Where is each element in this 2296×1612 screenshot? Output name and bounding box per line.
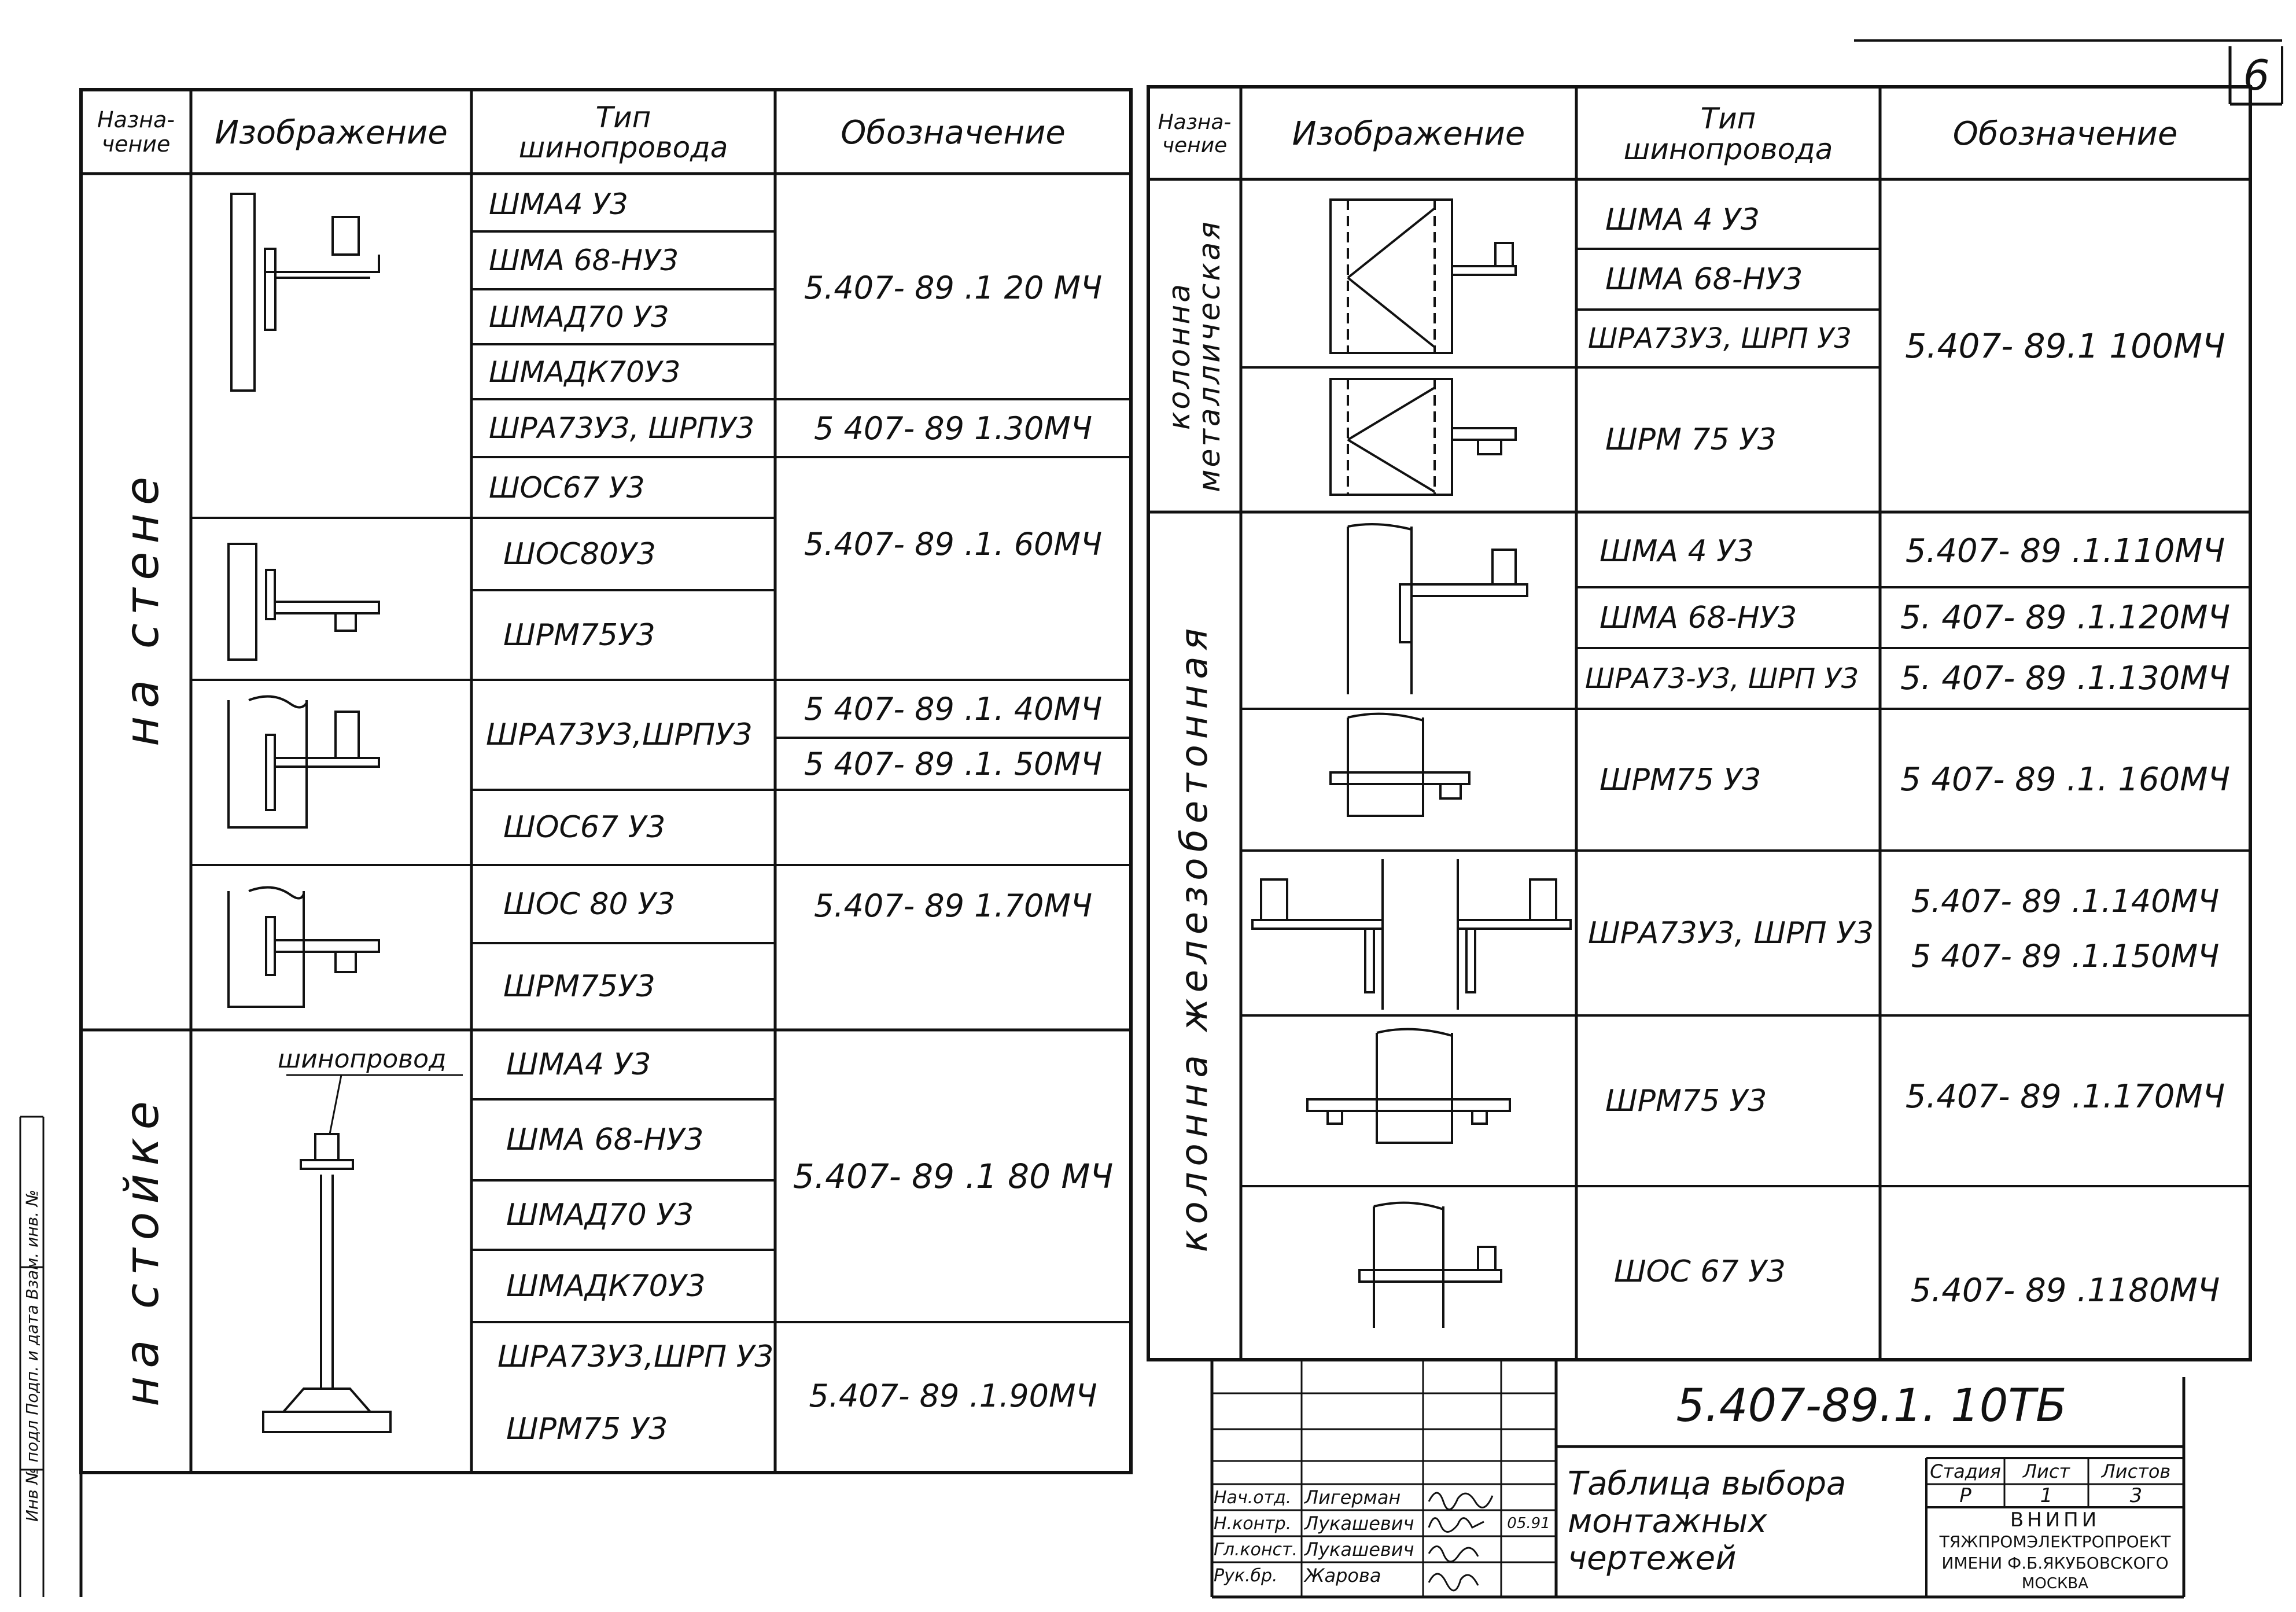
designation-cell: 5.407- 89 .1.110МЧ [1905, 532, 2225, 570]
org-line-3: ИМЕНИ Ф.Б.ЯКУБОВСКОГО [1941, 1553, 2169, 1573]
designation-cell: 5.407- 89 .1.170МЧ [1905, 1077, 2225, 1116]
document-code: 5.407-89.1. 10ТБ [1676, 1380, 2067, 1432]
designation-cell: 5.407- 89.1 100МЧ [1905, 326, 2225, 366]
header-type: Тип шинопровода [1623, 102, 1833, 166]
sheet-value: 1 [2040, 1484, 2053, 1507]
type-cell: ШМА 68-НУ3 [1605, 262, 1803, 297]
designation-cell: 5.407- 89 1.70МЧ [814, 887, 1092, 924]
type-cell: ШМАД70 У3 [489, 300, 669, 334]
signer-role: Н.контр. [1214, 1513, 1292, 1534]
type-cell: ШМА4 У3 [506, 1047, 651, 1082]
designation-cell: 5 407- 89 1.30МЧ [814, 410, 1092, 447]
header-purpose: Назна- чение [97, 107, 175, 157]
type-cell: ШМА 68-НУ3 [506, 1122, 704, 1157]
stage-label: Стадия [1930, 1460, 2001, 1482]
type-cell: ШМА 4 У3 [1600, 533, 1754, 569]
type-cell: ШРМ75 У3 [1600, 762, 1761, 797]
stand-busbar-label: шинопровод [278, 1044, 447, 1074]
designation-cell: 5.407- 89 .1. 60МЧ [804, 525, 1103, 562]
drawing-title: Таблица выбора монтажных чертежей [1568, 1465, 1847, 1578]
sheets-value: 3 [2129, 1484, 2143, 1507]
type-cell: ШРА73У3, ШРП У3 [1588, 915, 1874, 951]
header-type: Тип шинопровода [518, 100, 728, 164]
purpose-on-stand: на стойке [115, 1093, 169, 1407]
purpose-metal-column: колонна металлическая [1162, 219, 1227, 492]
designation-cell: 5.407- 89 .1 20 МЧ [804, 270, 1103, 306]
type-cell: ШРА73-У3, ШРП У3 [1585, 662, 1859, 695]
header-designation: Обозначение [1952, 115, 2178, 153]
type-cell: ШОС67 У3 [489, 470, 645, 505]
signer-role: Гл.конст. [1214, 1539, 1298, 1560]
type-cell: ШМА 68-НУ3 [1600, 600, 1797, 635]
type-cell: ШОС67 У3 [503, 810, 666, 845]
org-line-1: ВНИПИ [2010, 1508, 2100, 1532]
signer-role: Нач.отд. [1214, 1487, 1292, 1508]
designation-cell: 5.407- 89 .1.140МЧ [1911, 883, 2220, 919]
header-image: Изображение [215, 113, 448, 152]
type-cell: ШРА73У3, ШРП У3 [1588, 322, 1852, 355]
designation-cell: 5.407- 89 .1 80 МЧ [793, 1156, 1114, 1196]
type-cell: ШОС 67 У3 [1614, 1254, 1786, 1289]
type-cell: ШМАДК70У3 [489, 355, 681, 389]
type-cell: ШРА73У3,ШРПУ3 [486, 717, 753, 752]
designation-cell: 5 407- 89 .1. 160МЧ [1900, 761, 2230, 798]
signer-role: Рук.бр. [1214, 1565, 1278, 1586]
designation-cell: 5.407- 89 .1.90МЧ [809, 1378, 1097, 1414]
type-cell: ШРМ75 У3 [1605, 1083, 1767, 1118]
designation-cell: 5 407- 89 .1. 50МЧ [804, 745, 1103, 782]
org-line-4: МОСКВА [2021, 1575, 2089, 1592]
sign-date: 05.91 [1507, 1515, 1550, 1532]
signer-name: Лигерман [1304, 1486, 1401, 1508]
signer-name: Лукашевич [1304, 1539, 1414, 1561]
type-cell: ШРМ 75 У3 [1605, 422, 1777, 457]
org-line-2: ТЯЖПРОМЭЛЕКТРОПРОЕКТ [1939, 1532, 2171, 1551]
designation-cell: 5 407- 89 .1.150МЧ [1911, 938, 2220, 974]
type-cell: ШМА 68-НУ3 [489, 244, 679, 277]
stage-value: Р [1959, 1484, 1971, 1507]
designation-cell: 5.407- 89 .1180МЧ [1910, 1271, 2220, 1309]
type-cell: ШМА4 У3 [489, 187, 628, 221]
type-cell: ШМАД70 У3 [506, 1198, 694, 1232]
purpose-concrete-column: колонна железобетонная [1173, 622, 1216, 1253]
designation-cell: 5. 407- 89 .1.130МЧ [1900, 660, 2230, 697]
type-cell: ШОС80У3 [503, 536, 656, 572]
header-image: Изображение [1292, 115, 1525, 153]
type-cell: ШРМ75 У3 [506, 1412, 668, 1447]
sheet-label: Лист [2022, 1460, 2070, 1482]
header-designation: Обозначение [841, 113, 1066, 152]
sheets-label: Листов [2101, 1460, 2171, 1482]
header-purpose: Назна- чение [1158, 110, 1232, 157]
type-cell: ШМА 4 У3 [1605, 203, 1760, 237]
type-cell: ШРА73У3, ШРПУ3 [489, 411, 755, 445]
designation-cell: 5 407- 89 .1. 40МЧ [804, 690, 1103, 727]
signer-name: Жарова [1304, 1565, 1381, 1587]
purpose-on-wall: на стене [115, 468, 169, 747]
type-cell: ШРА73У3,ШРП У3 [497, 1339, 774, 1374]
designation-cell: 5. 407- 89 .1.120МЧ [1900, 599, 2230, 636]
type-cell: ШМАДК70У3 [506, 1268, 706, 1304]
sheet-number: 6 [2243, 51, 2270, 100]
signer-name: Лукашевич [1304, 1512, 1414, 1534]
type-cell: ШОС 80 У3 [503, 886, 675, 922]
margin-stamp: Инв № подл Подп. и дата Взам. инв. № [22, 1190, 42, 1522]
type-cell: ШРМ75У3 [503, 617, 655, 653]
type-cell: ШРМ75У3 [503, 969, 655, 1004]
